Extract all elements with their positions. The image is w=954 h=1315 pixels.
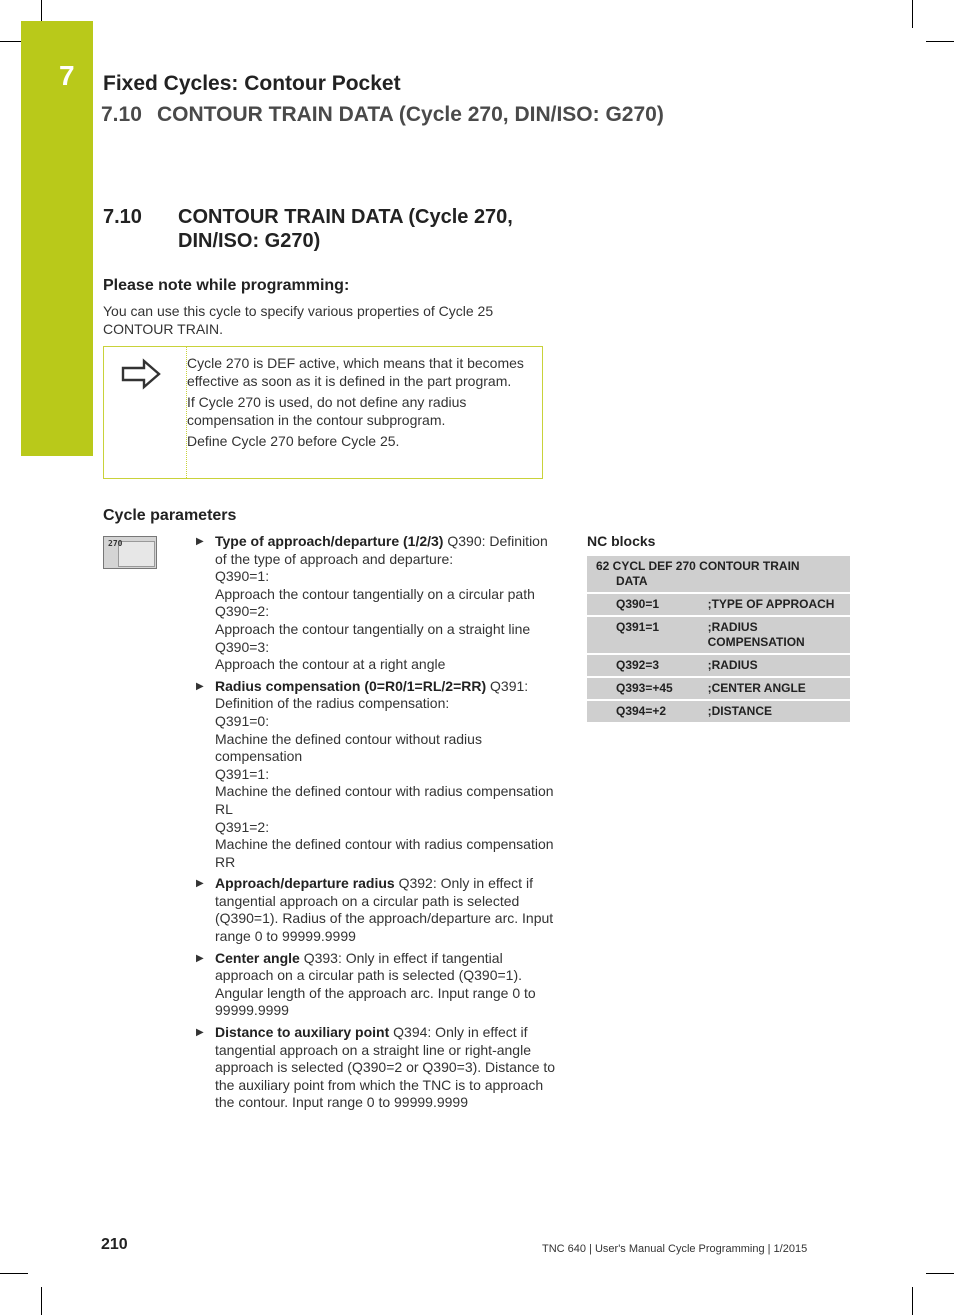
param-name: Radius compensation (0=R0/1=RL/2=RR) (215, 677, 487, 694)
crop-mark (926, 41, 954, 42)
nc-comment: ;DISTANCE (708, 700, 850, 723)
cycle-icon-label: 270 (108, 539, 123, 548)
nc-row (587, 677, 850, 700)
running-section-number: 7.10 (101, 103, 142, 126)
nc-comment: ;RADIUS COMPENSATION (708, 616, 850, 654)
param-name: Center angle (215, 949, 300, 966)
note-box (103, 346, 543, 479)
param-name: Approach/departure radius (215, 875, 395, 892)
section-title: CONTOUR TRAIN DATA (Cycle 270, DIN/ISO: G270) (178, 206, 513, 252)
nc-param: Q393=+45 (587, 677, 708, 700)
page-number: 210 (101, 1236, 128, 1253)
nc-head-line: 62 CYCL DEF 270 CONTOUR TRAIN (596, 559, 800, 573)
param-description: Q394: Only in effect if tangential approach on a straight line or right-angle approach is selected (Q390=2 or Q390=3). Distance to the auxiliary point from which the TNC is to approach the contour. Input range 0 to 99999.9999 (215, 1024, 556, 1111)
nc-param: Q392=3 (587, 654, 708, 677)
cycle-icon-graphic (118, 541, 155, 567)
crop-mark (912, 0, 913, 28)
nc-param: Q394=+2 (587, 700, 708, 723)
param-item (195, 875, 557, 945)
note-paragraph: Define Cycle 270 before Cycle 25. (187, 433, 400, 449)
triangle-bullet-icon: ▶ (196, 536, 204, 547)
nc-blocks-table (587, 556, 850, 724)
running-section-title: CONTOUR TRAIN DATA (Cycle 270, DIN/ISO: G270) (157, 103, 664, 126)
triangle-bullet-icon: ▶ (196, 680, 204, 692)
param-description: Q391: Definition of the radius compensation: Q391=0: Machine the defined contour without radius compensation Q391=1: Machine the defined contour with radius compensation RL Q391=2: Machine the defined contour with radius compensation RR (215, 677, 554, 870)
note-text (187, 355, 537, 455)
cycle-270-icon (103, 536, 157, 569)
running-header-title: Fixed Cycles: Contour Pocket (103, 72, 401, 95)
footer-text: TNC 640 | User's Manual Cycle Programming | 1/2015 (542, 1243, 808, 1255)
nc-head-row (587, 556, 850, 593)
param-item (195, 533, 557, 674)
nc-head-line: DATA (616, 574, 648, 588)
intro-paragraph: You can use this cycle to specify various properties of Cycle 25 CONTOUR TRAIN. (103, 303, 494, 337)
param-name: Type of approach/departure (1/2/3) (215, 533, 444, 549)
note-paragraph: Cycle 270 is DEF active, which means that it becomes effective as soon as it is defined in the part program. (187, 355, 524, 389)
nc-comment: ;RADIUS (708, 654, 850, 677)
chapter-number: 7 (59, 60, 75, 91)
arrow-right-icon (120, 358, 162, 395)
nc-comment: ;CENTER ANGLE (708, 677, 850, 700)
running-header-section (101, 103, 664, 127)
nc-param: Q391=1 (587, 616, 708, 654)
chapter-tab (21, 21, 93, 456)
param-description: Q393: Only in effect if tangential approach on a circular path is selected (Q390=1). Angular length of the approach arc. Input range 0 to 99999.9999 (215, 949, 536, 1019)
triangle-bullet-icon: ▶ (196, 878, 204, 890)
nc-blocks-heading: NC blocks (587, 533, 656, 549)
nc-row (587, 616, 850, 654)
nc-param: Q390=1 (587, 593, 708, 616)
param-item (195, 1024, 557, 1112)
nc-row (587, 593, 850, 616)
note-heading: Please note while programming: (103, 277, 350, 294)
triangle-bullet-icon: ▶ (196, 1027, 204, 1039)
params-list (195, 533, 557, 1116)
param-name: Distance to auxiliary point (215, 1024, 390, 1041)
nc-comment: ;TYPE OF APPROACH (708, 593, 850, 616)
param-description: Q390: Definition of the type of approach and departure: Q390=1: Approach the contour tangentially on a circular path Q390=2: Approach the contour tangentially on a straight line Q390=3: Approach the contour at a right angle (215, 533, 548, 673)
nc-head-cell (587, 556, 850, 593)
param-item (195, 950, 557, 1020)
section-number: 7.10 (103, 206, 142, 228)
crop-mark (41, 1287, 42, 1315)
crop-mark (912, 1287, 913, 1315)
params-heading: Cycle parameters (103, 507, 237, 524)
param-description: Q392: Only in effect if tangential approach on a circular path is selected (Q390=1). Radius of the approach/departure arc. Input range 0 to 99999.9999 (215, 875, 554, 945)
note-paragraph: If Cycle 270 is used, do not define any radius compensation in the contour subprogram. (187, 394, 467, 428)
crop-mark (926, 1273, 954, 1274)
nc-row (587, 700, 850, 723)
triangle-bullet-icon: ▶ (196, 952, 204, 964)
nc-row (587, 654, 850, 677)
param-item (195, 678, 557, 872)
crop-mark (0, 1273, 28, 1274)
